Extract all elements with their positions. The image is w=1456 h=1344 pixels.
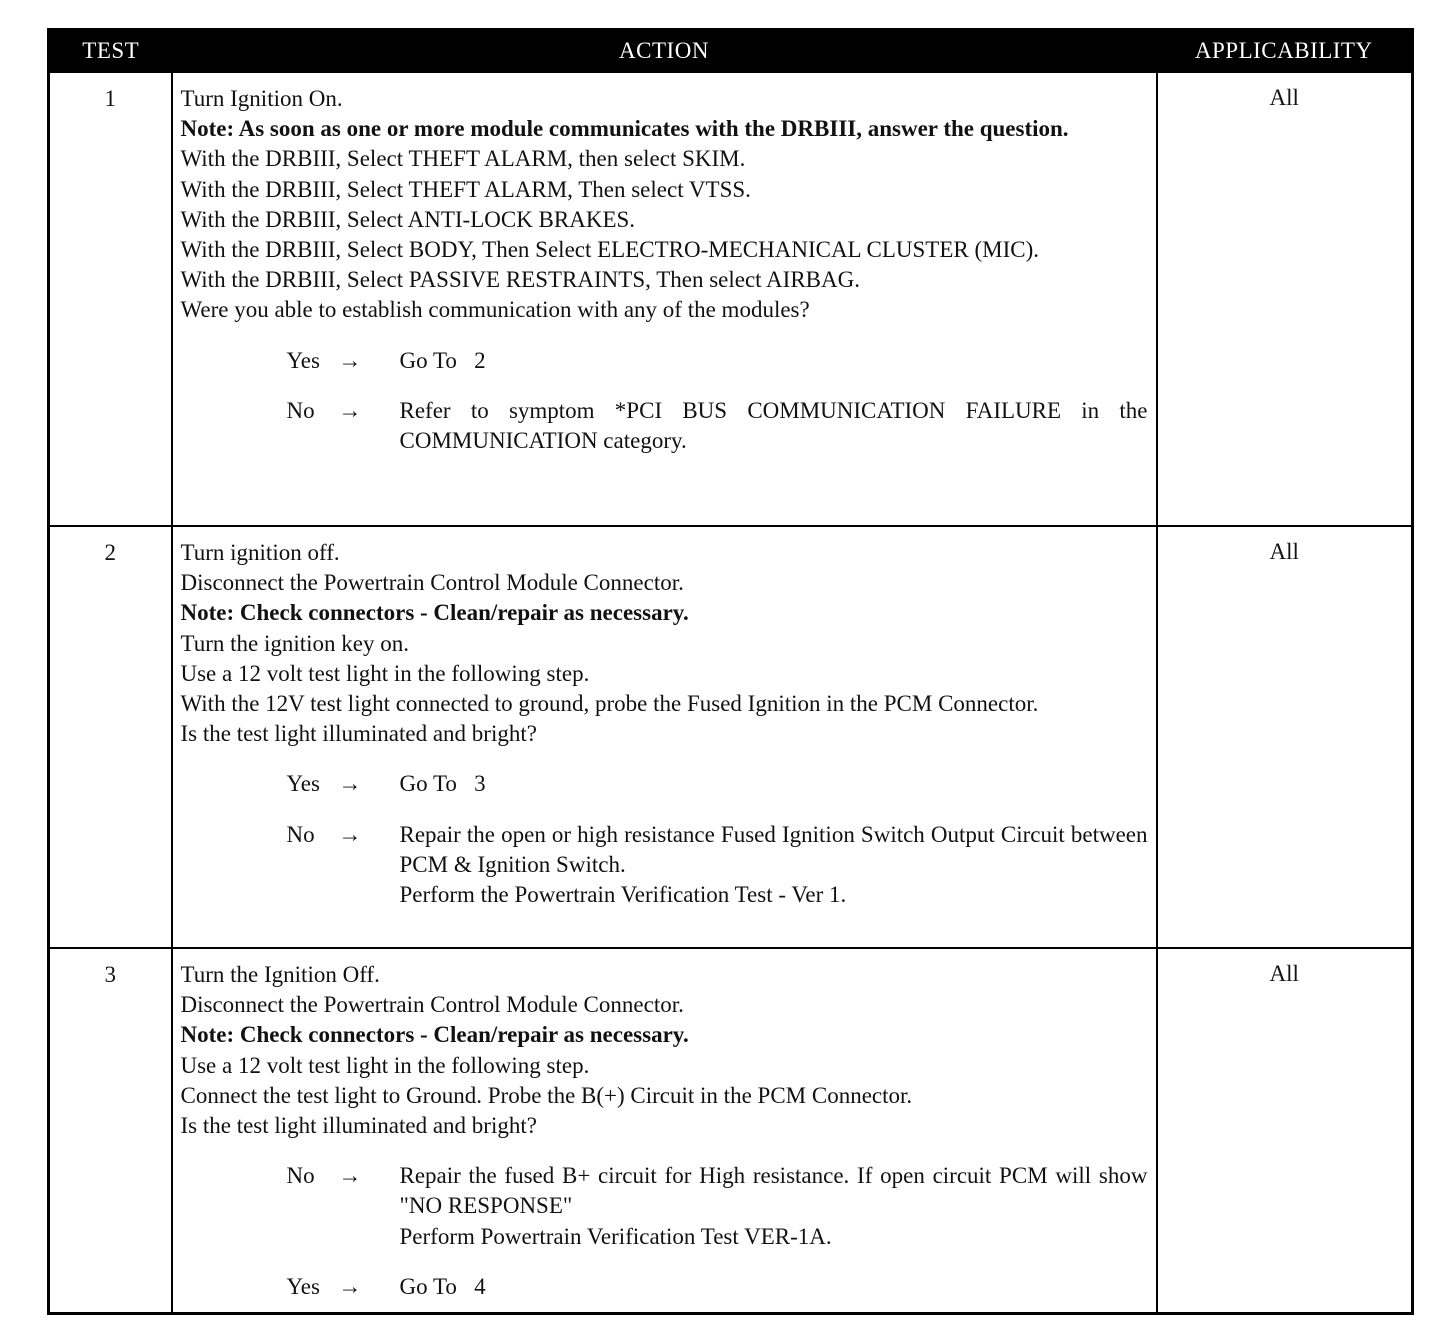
question-step: Is the test light illuminated and bright?: [180, 721, 537, 747]
action-step: With the DRBIII, Select ANTI-LOCK BRAKES.: [180, 206, 636, 232]
answer-branch-yes: [287, 769, 1148, 799]
answer-branch-no: [287, 820, 1148, 911]
action-step: Connect the test light to Ground. Probe the B(+) Circuit in the PCM Connector.: [180, 1082, 913, 1108]
note-step: Note: As soon as one or more module communicates with the DRBIII, answer the question.: [180, 116, 1069, 142]
action-step: Turn ignition off.: [180, 540, 340, 565]
answer-branch-yes: [287, 1272, 1148, 1302]
action-cell: [172, 948, 1157, 1314]
action-step: Use a 12 volt test light in the following step.: [180, 660, 590, 686]
test-row-2: [49, 526, 1413, 948]
test-number: 1: [49, 72, 172, 526]
arrow-right-icon: →: [338, 1273, 362, 1299]
result-line: Go To 4: [399, 1273, 486, 1299]
answer-label: No: [286, 821, 315, 847]
result-line: Repair the fused B+ circuit for High resistance. If open circuit PCM will show "NO RESPONSE": [399, 1163, 1148, 1219]
branch-result: [400, 769, 1148, 799]
branch-result: [400, 346, 1148, 376]
result-line: Go To 2: [399, 347, 486, 373]
action-step: Turn the Ignition Off.: [180, 962, 380, 987]
action-step: Turn Ignition On.: [180, 86, 343, 111]
answer-branch-yes: [287, 346, 1148, 376]
applicability-value: All: [1157, 948, 1413, 1314]
question-step: Were you able to establish communication with any of the modules?: [180, 297, 810, 323]
action-step: With the 12V test light connected to ground, probe the Fused Ignition in the PCM Connector.: [180, 691, 1039, 717]
test-row-1: [49, 72, 1413, 526]
answer-branch-no: [287, 1161, 1148, 1252]
arrow-right-icon: →: [338, 821, 362, 847]
answer-branch-no: [287, 396, 1148, 456]
action-step: With the DRBIII, Select PASSIVE RESTRAINTS, Then select AIRBAG.: [180, 267, 860, 293]
action-step: With the DRBIII, Select THEFT ALARM, Then select VTSS.: [180, 176, 751, 202]
arrow-right-icon: →: [338, 1163, 362, 1189]
result-line: Repair the open or high resistance Fused Ignition Switch Output Circuit between PCM & Ignition Switch.: [399, 821, 1148, 877]
result-line: Perform the Powertrain Verification Test - Ver 1.: [399, 882, 847, 908]
applicability-column-header: APPLICABILITY: [1157, 30, 1413, 73]
test-row-3: [49, 948, 1413, 1314]
arrow-right-icon: →: [338, 771, 362, 797]
arrow-right-icon: →: [338, 347, 362, 373]
action-step: Disconnect the Powertrain Control Module Connector.: [180, 570, 684, 596]
action-step: With the DRBIII, Select BODY, Then Select ELECTRO-MECHANICAL CLUSTER (MIC).: [180, 237, 1040, 263]
action-step: Use a 12 volt test light in the following step.: [180, 1052, 590, 1078]
answer-label: Yes: [286, 771, 320, 797]
applicability-value: All: [1157, 526, 1413, 948]
answer-label: Yes: [286, 347, 320, 373]
note-step: Note: Check connectors - Clean/repair as necessary.: [180, 600, 689, 626]
question-step: Is the test light illuminated and bright?: [180, 1113, 537, 1139]
branch-result: [400, 1272, 1148, 1302]
test-number: 2: [49, 526, 172, 948]
action-column-header: ACTION: [172, 30, 1157, 73]
arrow-right-icon: →: [338, 397, 362, 423]
answer-label: No: [286, 1163, 315, 1189]
answer-label: No: [286, 397, 315, 423]
action-step: With the DRBIII, Select THEFT ALARM, then select SKIM.: [180, 146, 746, 172]
note-step: Note: Check connectors - Clean/repair as necessary.: [180, 1022, 689, 1048]
header-row: [49, 30, 1413, 73]
action-step: Disconnect the Powertrain Control Module Connector.: [180, 992, 684, 1018]
branch-result: [400, 396, 1148, 456]
action-cell: [172, 526, 1157, 948]
test-number: 3: [49, 948, 172, 1314]
action-step: Turn the ignition key on.: [180, 630, 410, 656]
test-column-header: TEST: [49, 30, 172, 73]
result-line: Perform Powertrain Verification Test VER-1A.: [399, 1223, 832, 1249]
answer-label: Yes: [286, 1273, 320, 1299]
result-line: Go To 3: [399, 771, 486, 797]
diagnostic-test-table: [47, 28, 1414, 1315]
applicability-value: All: [1157, 72, 1413, 526]
branch-result: [400, 1161, 1148, 1252]
branch-result: [400, 820, 1148, 911]
action-cell: [172, 72, 1157, 526]
result-line: Refer to symptom *PCI BUS COMMUNICATION FAILURE in the COMMUNICATION category.: [399, 397, 1148, 454]
